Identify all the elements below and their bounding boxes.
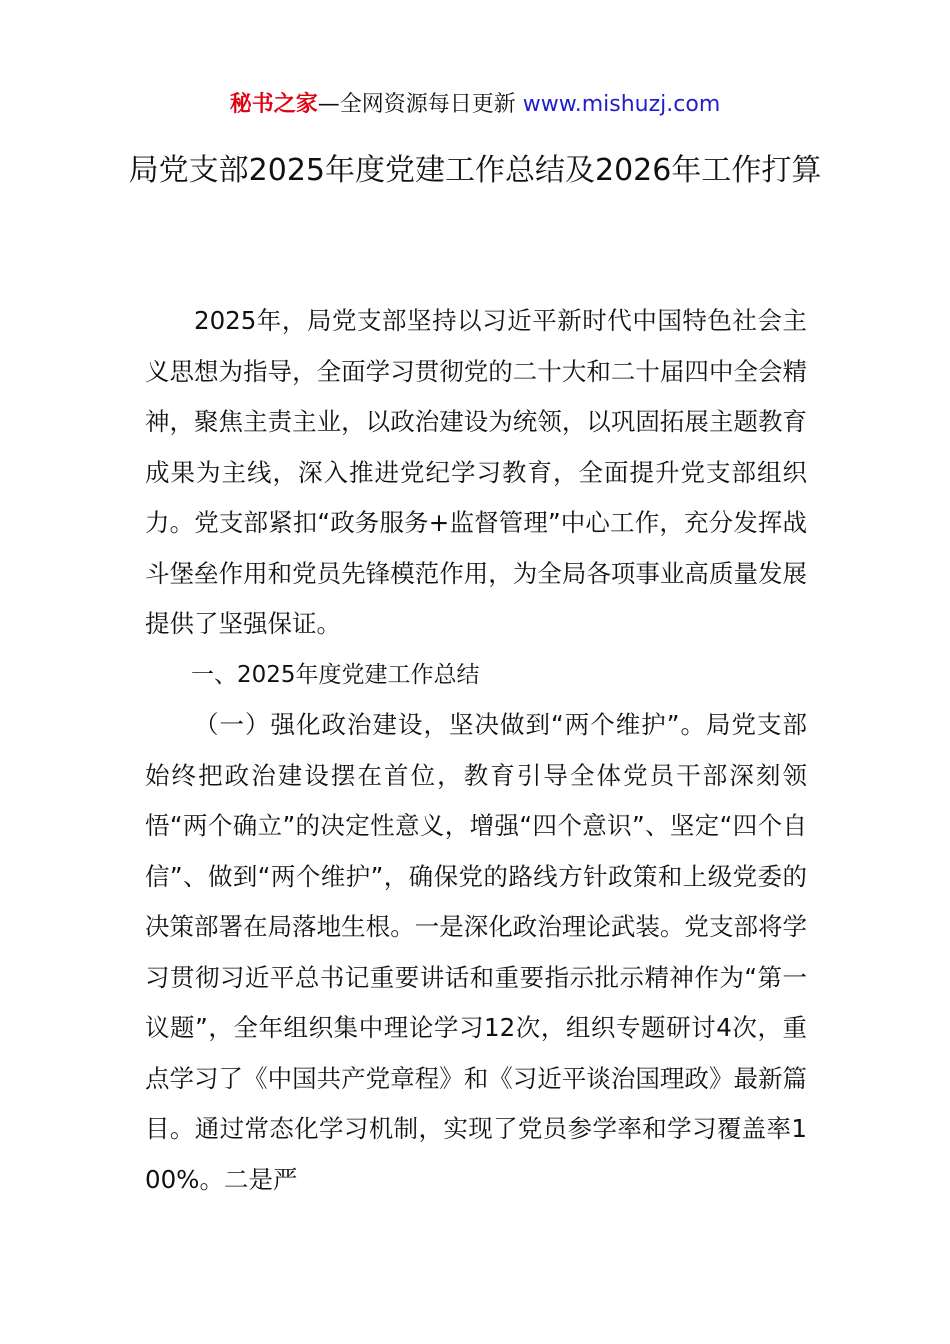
document-title: 局党支部2025年度党建工作总结及2026年工作打算: [128, 153, 822, 188]
brand-name: 秘书之家: [229, 92, 318, 117]
site-header: [0, 88, 950, 122]
site-url-link[interactable]: www.mishuzj.com: [522, 92, 721, 117]
body-paragraph: （一）强化政治建设，坚决做到“两个维护”。局党支部始终把政治建设摆在首位，教育引导全体党员干部深刻领悟“两个确立”的决定性意义，增强“四个意识”、坚定“四个自信”、做到“两个维护”，确保党的路线方针政策和上级党委的决策部署在局落地生根。一是深化政治理论武装。党支部将学习贯彻习近平总书记重要讲话和重要指示批示精神作为“第一议题”，全年组织集中理论学习12次，组织专题研讨4次，重点学习了《中国共产党章程》和《习近平谈治国理政》最新篇目。通过常态化学习机制，实现了党员参学率和学习覆盖率100%。二是严: [145, 710, 807, 1194]
section-heading: 一、2025年度党建工作总结: [191, 661, 480, 688]
header-tagline: —全网资源每日更新: [317, 92, 523, 117]
document-body: [145, 296, 807, 1205]
intro-paragraph: 2025年，局党支部坚持以习近平新时代中国特色社会主义思想为指导，全面学习贯彻党的二十大和二十届四中全会精神，聚焦主责主业，以政治建设为统领，以巩固拓展主题教育成果为主线，深入推进党纪学习教育，全面提升党支部组织力。党支部紧扣“政务服务+监督管理”中心工作，充分发挥战斗堡垒作用和党员先锋模范作用，为全局各项事业高质量发展提供了坚强保证。: [145, 306, 807, 638]
